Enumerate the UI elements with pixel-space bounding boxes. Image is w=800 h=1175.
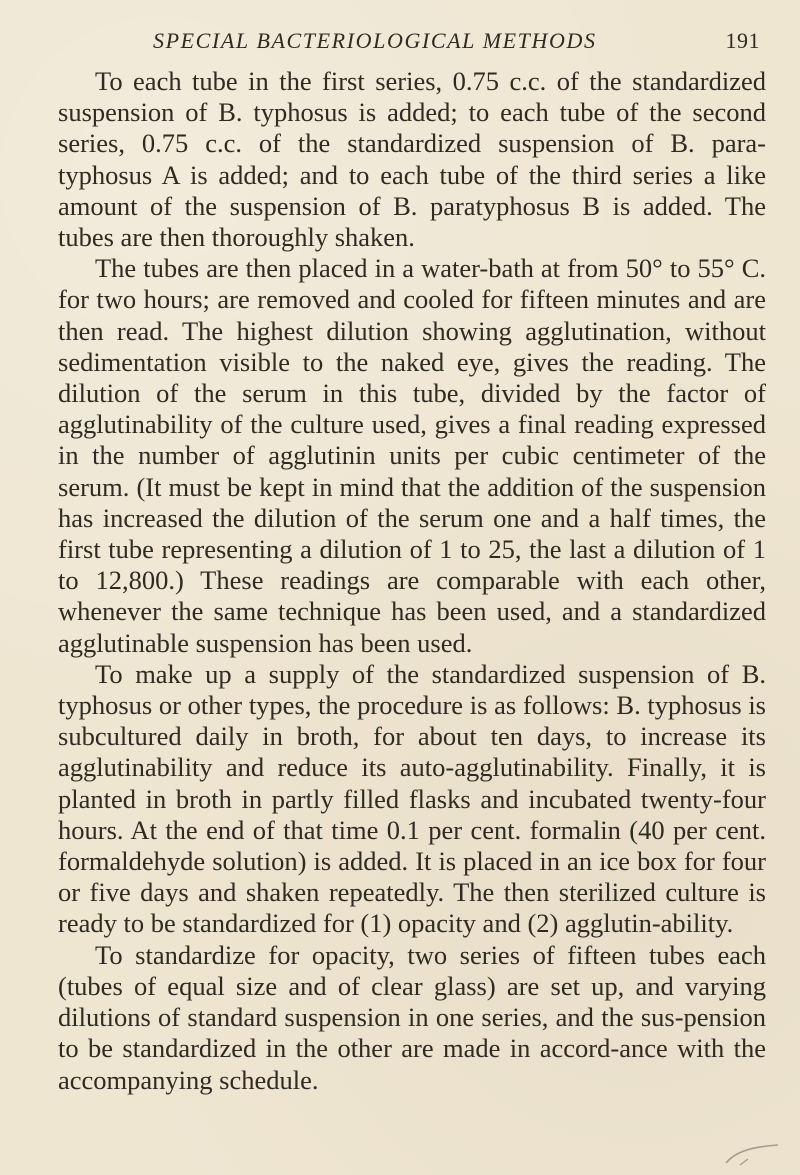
body-text — [58, 66, 766, 1096]
pencil-mark-icon — [722, 1141, 782, 1167]
paragraph-2: The tubes are then placed in a water-bath at from 50° to 55° C. for two hours; are removed and cooled for fifteen minutes and are then read. The highest dilution showing agglutination, without sedimentation visible to the naked eye, gives the reading. The dilution of the serum in this tube, divided by the factor of agglutinability of the culture used, gives a final reading expressed in the number of agglutinin units per cubic centimeter of the serum. (It must be kept in mind that the addition of the suspension has increased the dilution of the serum one and a half times, the first tube representing a dilution of 1 to 25, the last a dilution of 1 to 12,800.) These readings are comparable with each other, whenever the same technique has been used, and a standardized agglutinable suspension has been used. — [58, 253, 766, 658]
running-head-title: SPECIAL BACTERIOLOGICAL METHODS — [153, 28, 597, 53]
running-head — [153, 24, 760, 66]
paragraph-3: To make up a supply of the standardized suspension of B. typhosus or other types, the procedure is as follows: B. typhosus is subcultured daily in broth, for about ten days, to increase its agglutinability and reduce its auto-agglutinability. Finally, it is planted in broth in partly filled flasks and incubated twenty-four hours. At the end of that time 0.1 per cent. formalin (40 per cent. formaldehyde solution) is added. It is placed in an ice box for four or five days and shaken repeatedly. The then sterilized culture is ready to be standardized for (1) opacity and (2) agglutin-ability. — [58, 658, 766, 939]
page-number: 191 — [725, 28, 760, 53]
paragraph-4: To standardize for opacity, two series of fifteen tubes each (tubes of equal size and of clear glass) are set up, and varying dilutions of standard suspension in one series, and the sus-pension to be standardized in the other are made in accord-ance with the accompanying schedule. — [58, 939, 766, 1095]
paragraph-1: To each tube in the first series, 0.75 c.c. of the standardized suspension of B. typhosus is added; to each tube of the second series, 0.75 c.c. of the standardized suspension of B. para-typhosus A is added; and to each tube of the third series a like amount of the suspension of B. paratyphosus B is added. The tubes are then thoroughly shaken. — [58, 66, 766, 253]
